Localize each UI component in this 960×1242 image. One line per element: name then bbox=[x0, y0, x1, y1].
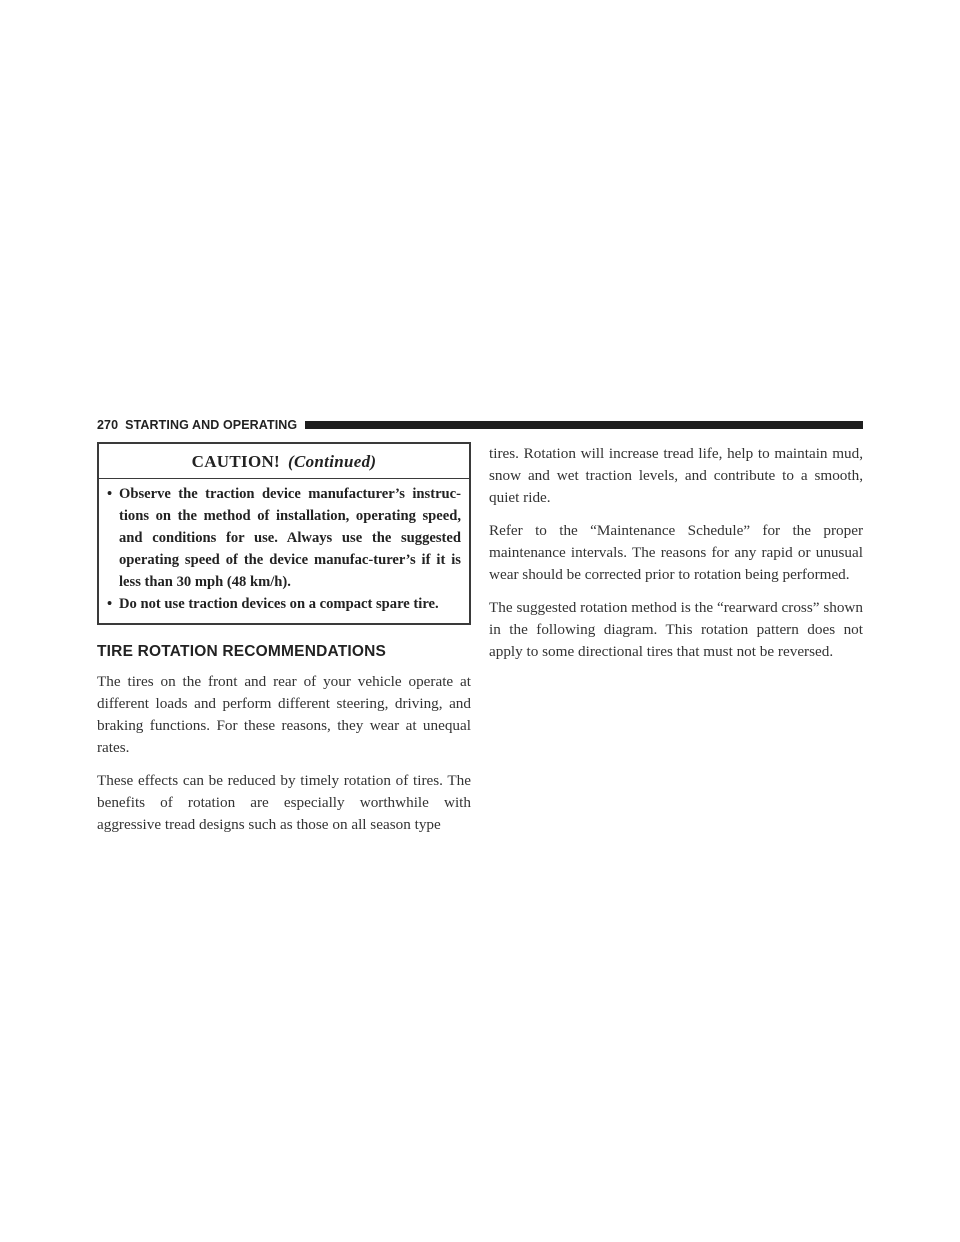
right-column bbox=[489, 442, 863, 674]
bullet-icon: • bbox=[107, 596, 113, 612]
page-number: 270 bbox=[97, 418, 119, 432]
caution-continued: (Continued) bbox=[288, 452, 377, 471]
paragraph: The suggested rotation method is the “rearward cross” shown in the following diagram. This rotation pattern does not apply to some directional tires that must not be reversed. bbox=[489, 599, 863, 660]
caution-item bbox=[107, 593, 461, 615]
section-name: STARTING AND OPERATING bbox=[125, 418, 298, 432]
paragraph: Refer to the “Maintenance Schedule” for the proper maintenance intervals. The reasons for any rapid or unusual wear should be corrected prior to rotation being performed. bbox=[489, 522, 863, 583]
paragraph: The tires on the front and rear of your vehicle operate at different loads and perform different steering, driving, and braking functions. For these reasons, they wear at unequal rates. bbox=[97, 673, 471, 756]
header-rule bbox=[305, 421, 863, 429]
paragraph: These effects can be reduced by timely rotation of tires. The benefits of rotation are especially worthwhile with aggressive tread designs such as those on all season type bbox=[97, 772, 471, 833]
caution-item bbox=[107, 483, 461, 593]
left-column bbox=[97, 442, 471, 847]
bullet-icon: • bbox=[107, 486, 113, 502]
paragraph: tires. Rotation will increase tread life, help to maintain mud, snow and wet traction levels, and contribute to a smooth, quiet ride. bbox=[489, 445, 863, 506]
running-header bbox=[97, 417, 863, 433]
caution-label: CAUTION! bbox=[191, 452, 281, 471]
caution-item-text: Do not use traction devices on a compact spare tire. bbox=[119, 596, 439, 612]
caution-item-text: Observe the traction device manufacturer’s instruc-tions on the method of installation, operating speed, and conditions for use. Always use the suggested operating speed of the device manufac-turer’s if it is less than 30 mph (48 km/h). bbox=[119, 486, 461, 590]
section-heading: TIRE ROTATION RECOMMENDATIONS bbox=[97, 643, 387, 660]
caution-title bbox=[99, 444, 469, 479]
caution-list bbox=[99, 479, 469, 623]
caution-box bbox=[97, 442, 471, 625]
